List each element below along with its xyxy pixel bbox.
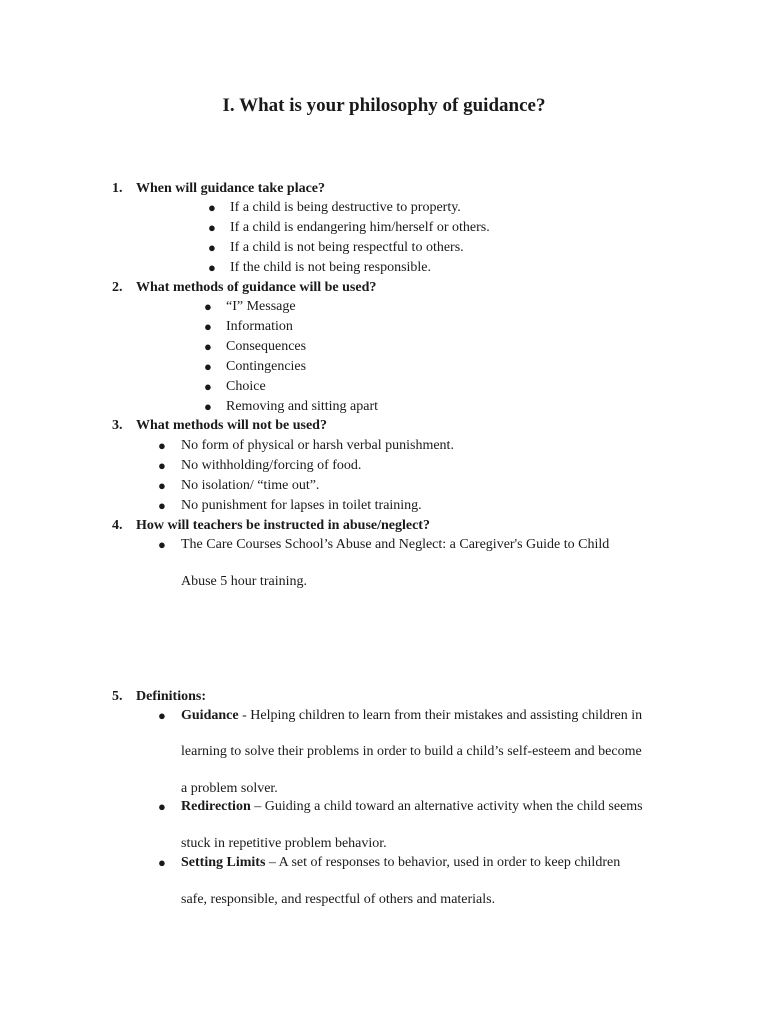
list-item-text: Consequences bbox=[226, 339, 307, 354]
question-text: What methods will not be used? bbox=[136, 418, 327, 433]
question-1 bbox=[112, 180, 325, 198]
bullet-icon: ● bbox=[158, 537, 166, 552]
definition-item bbox=[158, 798, 643, 816]
bullet-icon: ● bbox=[158, 855, 166, 870]
list-item-text: If a child is not being respectful to others. bbox=[230, 240, 464, 255]
question-number: 1. bbox=[112, 181, 123, 196]
definition-text: Helping children to learn from their mistakes and assisting children in bbox=[250, 708, 643, 723]
bullet-icon: ● bbox=[204, 299, 212, 314]
definition-text: A set of responses to behavior, used in order to keep children bbox=[278, 855, 621, 870]
question-text: When will guidance take place? bbox=[136, 181, 326, 196]
question-number: 2. bbox=[112, 280, 123, 295]
page-title: I. What is your philosophy of guidance? bbox=[222, 95, 546, 116]
bullet-icon: ● bbox=[204, 399, 212, 414]
bullet-icon: ● bbox=[204, 319, 212, 334]
definition-continuation: learning to solve their problems in order to build a child’s self-esteem and become bbox=[181, 744, 642, 759]
definition-continuation: safe, responsible, and respectful of others and materials. bbox=[181, 892, 496, 907]
list-item bbox=[208, 239, 464, 257]
definition-continuation: a problem solver. bbox=[181, 781, 278, 796]
list-item bbox=[204, 338, 307, 356]
list-item-text: No form of physical or harsh verbal punishment. bbox=[181, 438, 454, 453]
definition-item bbox=[158, 707, 643, 725]
list-item bbox=[208, 199, 461, 217]
list-item-text: Choice bbox=[226, 379, 266, 394]
list-item bbox=[158, 457, 362, 475]
definition-separator: - bbox=[238, 708, 251, 723]
list-item bbox=[158, 477, 320, 495]
bullet-icon: ● bbox=[204, 379, 212, 394]
question-2 bbox=[112, 279, 376, 297]
bullet-icon: ● bbox=[208, 240, 216, 255]
definition-term: Setting Limits bbox=[181, 855, 266, 870]
question-number: 4. bbox=[112, 518, 123, 533]
list-item bbox=[208, 259, 432, 277]
list-item bbox=[204, 358, 307, 376]
definition-separator: – bbox=[265, 855, 279, 870]
question-text: What methods of guidance will be used? bbox=[136, 280, 377, 295]
question-4 bbox=[112, 517, 430, 535]
list-item-text: Removing and sitting apart bbox=[226, 399, 379, 414]
list-item-text: Contingencies bbox=[226, 359, 307, 374]
definition-item bbox=[158, 854, 621, 872]
bullet-icon: ● bbox=[158, 498, 166, 513]
list-item bbox=[158, 536, 610, 554]
question-text: How will teachers be instructed in abuse/neglect? bbox=[136, 518, 430, 533]
list-item bbox=[204, 378, 266, 396]
list-item-text: If a child is being destructive to property. bbox=[230, 200, 461, 215]
bullet-icon: ● bbox=[208, 200, 216, 215]
definition-term: Guidance bbox=[181, 708, 239, 723]
bullet-icon: ● bbox=[158, 458, 166, 473]
list-item-text: “I” Message bbox=[226, 299, 296, 314]
list-item bbox=[208, 219, 490, 237]
bullet-icon: ● bbox=[158, 438, 166, 453]
list-item bbox=[158, 497, 422, 515]
bullet-icon: ● bbox=[158, 478, 166, 493]
list-item-text: Information bbox=[226, 319, 293, 334]
bullet-icon: ● bbox=[204, 359, 212, 374]
list-item bbox=[204, 298, 296, 316]
list-item-text: No punishment for lapses in toilet training. bbox=[181, 498, 422, 513]
list-item bbox=[204, 318, 293, 336]
question-number: 5. bbox=[112, 689, 123, 704]
list-item-text: No withholding/forcing of food. bbox=[181, 458, 362, 473]
question-text: Definitions: bbox=[136, 689, 206, 704]
bullet-icon: ● bbox=[208, 220, 216, 235]
bullet-icon: ● bbox=[158, 799, 166, 814]
list-item bbox=[158, 437, 454, 455]
bullet-icon: ● bbox=[158, 708, 166, 723]
list-item-text: If a child is endangering him/herself or others. bbox=[230, 220, 490, 235]
question-number: 3. bbox=[112, 418, 123, 433]
list-item-text: No isolation/ “time out”. bbox=[181, 478, 320, 493]
definition-text: Guiding a child toward an alternative activity when the child seems bbox=[264, 799, 643, 814]
bullet-icon: ● bbox=[208, 260, 216, 275]
list-item bbox=[204, 398, 379, 416]
definition-separator: – bbox=[250, 799, 265, 814]
question-5 bbox=[112, 688, 206, 706]
definition-term: Redirection bbox=[181, 799, 251, 814]
bullet-icon: ● bbox=[204, 339, 212, 354]
list-item-text: The Care Courses School’s Abuse and Neglect: a Caregiver's Guide to Child bbox=[181, 537, 610, 552]
definition-continuation: stuck in repetitive problem behavior. bbox=[181, 836, 387, 851]
list-item-continuation: Abuse 5 hour training. bbox=[181, 574, 307, 589]
question-3 bbox=[112, 417, 327, 435]
list-item-text: If the child is not being responsible. bbox=[230, 260, 432, 275]
